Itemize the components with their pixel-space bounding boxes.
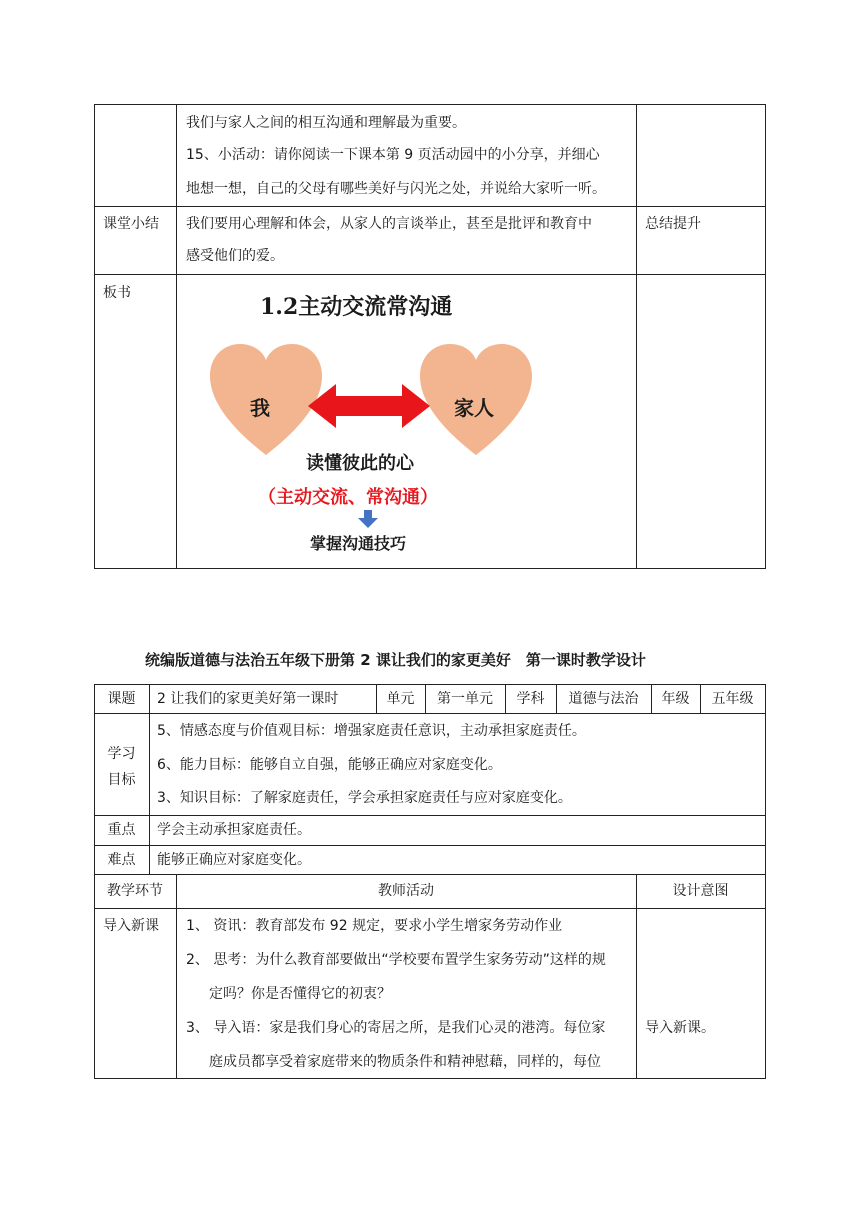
subject-value: 道德与法治 <box>568 691 639 707</box>
objectives-label-line-2: 目标 <box>107 772 136 788</box>
activity-text-line-2: 15、小活动：请你阅读一下课本第 9 页活动园中的小分享，并细心 <box>186 147 600 163</box>
intro-line-2: 2、 思考：为什么教育部要做出“学校要布置学生家务劳动”这样的规 <box>186 952 606 968</box>
down-arrow-icon <box>358 510 378 528</box>
difficulty-value: 能够正确应对家庭变化。 <box>157 852 311 868</box>
activity-text-line-1: 我们与家人之间的相互沟通和理解最为重要。 <box>186 115 466 131</box>
summary-text-line-2: 感受他们的爱。 <box>186 248 284 264</box>
key-point-value: 学会主动承担家庭责任。 <box>157 822 311 838</box>
blackboard-diagram <box>186 280 626 565</box>
hearts-and-arrow <box>186 280 626 565</box>
board-highlight: （主动交流、常沟通） <box>258 487 438 508</box>
grade-label: 年级 <box>661 691 690 707</box>
summary-intent: 总结提升 <box>645 216 701 232</box>
heart-label-me: 我 <box>250 396 270 420</box>
board-heading: 1.2主动交流常沟通 <box>260 294 453 320</box>
summary-text-line-1: 我们要用心理解和体会，从家人的言谈举止，甚至是批评和教育中 <box>186 216 592 232</box>
board-result: 掌握沟通技巧 <box>310 534 407 553</box>
intro-line-3: 定吗？你是否懂得它的初衷？ <box>209 986 391 1002</box>
objective-item-3: 3、知识目标：了解家庭责任，学会承担家庭责任与应对家庭变化。 <box>157 790 572 806</box>
unit-value: 第一单元 <box>437 691 493 707</box>
intro-line-1: 1、 资讯：教育部发布 92 规定，要求小学生增家务劳动作业 <box>186 918 563 934</box>
key-point-label: 重点 <box>107 822 136 838</box>
topic-label: 课题 <box>107 691 136 707</box>
column-header-intent: 设计意图 <box>672 883 729 899</box>
intro-stage: 导入新课 <box>103 918 159 934</box>
column-header-activity: 教师活动 <box>378 883 434 899</box>
subject-label: 学科 <box>516 691 545 707</box>
objectives-label-line-1: 学习 <box>107 746 136 762</box>
topic-value: 2 让我们的家更美好第一课时 <box>157 691 339 707</box>
board-caption: 读懂彼此的心 <box>306 453 414 474</box>
document-title: 统编版道德与法治五年级下册第 2 课让我们的家更美好 第一课时教学设计 <box>145 651 646 669</box>
difficulty-label: 难点 <box>107 852 136 868</box>
column-header-stage: 教学环节 <box>107 883 163 899</box>
heart-label-family: 家人 <box>454 396 494 420</box>
activity-text-line-3: 地想一想，自己的父母有哪些美好与闪光之处，并说给大家听一听。 <box>186 181 606 197</box>
intro-line-5: 庭成员都享受着家庭带来的物质条件和精神慰藉，同样的，每位 <box>209 1054 601 1070</box>
blackboard-label: 板书 <box>103 285 131 301</box>
summary-label: 课堂小结 <box>103 216 159 232</box>
unit-label: 单元 <box>386 691 415 707</box>
grade-value: 五年级 <box>711 691 754 707</box>
intro-intent: 导入新课。 <box>645 1020 715 1036</box>
objective-item-1: 5、情感态度与价值观目标：增强家庭责任意识，主动承担家庭责任。 <box>157 723 586 739</box>
intro-line-4: 3、 导入语：家是我们身心的寄居之所，是我们心灵的港湾。每位家 <box>186 1020 606 1036</box>
objective-item-2: 6、能力目标：能够自立自强，能够正确应对家庭变化。 <box>157 757 502 773</box>
double-arrow-icon <box>308 384 430 428</box>
